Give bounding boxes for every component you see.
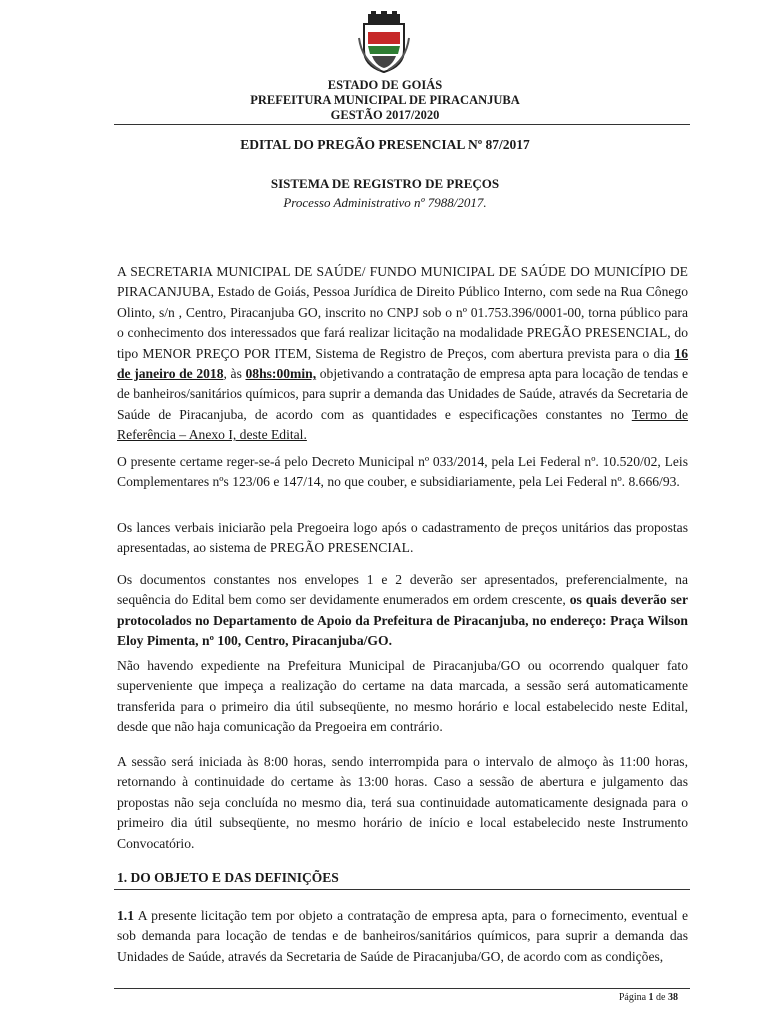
reference-term-link[interactable]: Termo de Referência – Anexo I, deste Edital. <box>117 406 688 443</box>
documents-address: os quais deverão ser protocolados no Departamento de Apoio da Prefeitura de Piracanjuba, no endereço: Praça Wilson Eloy Pimenta, nº 100, Centro, Piracanjuba/GO. <box>117 592 688 649</box>
intro-object-text: objetivando a contratação de empresa apta para locação de tendas e de banheiros/sanitários químicos, para suprir a demanda das Unidades de Saúde, através da Secretaria de Saúde de Piracanjuba, de acordo com as quantidades e especificações constantes no <box>117 366 688 422</box>
intro-paragraph <box>117 262 688 446</box>
page-label: Página <box>618 992 647 1003</box>
legal-basis-paragraph: O presente certame reger-se-á pelo Decreto Municipal nº 033/2014, pela Lei Federal nº. 10.520/02, Leis Complementares nºs 123/06 e 147/14, no que couber, e subsidiariamente, pela Lei Federal nº. 8.666/93. <box>117 454 688 490</box>
intro-text: A SECRETARIA MUNICIPAL DE SAÚDE/ FUNDO MUNICIPAL DE SAÚDE DO MUNICÍPIO DE PIRACANJUBA, Estado de Goiás, Pessoa Jurídica de Direito Público Interno, com sede na Rua Cônego Olinto, s/n , Centro, Piracanjuba GO, inscrito no CNPJ sob o nº 01.753.396/0001-00, torna público para o conhecimento dos interessados que fará realizar licitação na modalidade PREGÃO PRESENCIAL, do tipo MENOR PREÇO POR ITEM, Sistema de Registro de Preços, com abertura prevista para o dia <box>117 264 688 361</box>
session-paragraph: A sessão será iniciada às 8:00 horas, sendo interrompida para o intervalo de almoço às 11:00 horas, retornando à continuidade do certame às 13:00 horas. Caso a sessão de abertura e julgamento das propostas não seja concluída no mesmo dia, terá sua continuidade automaticamente designada para o primeiro dia útil subseqüente, no mesmo horário de início e local estabelecido neste Instrumento Convocatório. <box>117 754 688 851</box>
intro-connector: , às <box>223 366 242 382</box>
opening-time: 08hs:00min, <box>245 366 317 382</box>
header-divider <box>114 124 690 125</box>
registration-system: SISTEMA DE REGISTRO DE PREÇOS <box>270 176 500 191</box>
documents-paragraph <box>117 570 688 652</box>
verbal-bids-paragraph: Os lances verbais iniciarão pela Pregoeira logo após o cadastramento de preços unitários das propostas apresentadas, ao sistema de PREGÃO PRESENCIAL. <box>117 520 688 556</box>
clause-number: 1.1 <box>117 908 134 923</box>
header-state: ESTADO DE GOIÁS <box>327 78 443 92</box>
edital-title: EDITAL DO PREGÃO PRESENCIAL Nº 87/2017 <box>240 137 530 152</box>
header-city-hall: PREFEITURA MUNICIPAL DE PIRACANJUBA <box>250 93 520 107</box>
page-number <box>619 992 678 1003</box>
section-1-heading: 1. DO OBJETO E DAS DEFINIÇÕES <box>117 870 339 885</box>
opening-date: 16 de janeiro de 2018 <box>117 345 688 382</box>
section-divider <box>114 889 690 890</box>
clause-text: A presente licitação tem por objeto a contratação de empresa apta, para o fornecimento, eventual e sob demanda para locação de tendas e de banheiros/sanitários químicos, para suprir a demanda das Unidades de Saúde, através da Secretaria de Saúde de Piracanjuba/GO, de acordo com as condições, <box>117 908 688 964</box>
header-term: GESTÃO 2017/2020 <box>330 108 440 122</box>
municipal-crest-icon <box>358 10 410 74</box>
page-of: de <box>656 992 666 1003</box>
footer-divider <box>114 988 690 989</box>
current-page: 1 <box>648 992 654 1003</box>
object-paragraph <box>117 906 688 967</box>
total-pages: 38 <box>668 992 678 1003</box>
documents-text: Os documentos constantes nos envelopes 1 e 2 deverão ser apresentados, preferencialmente, na sequência do Edital bem como ser devidamente enumerados em ordem crescente, <box>117 572 688 608</box>
no-business-paragraph: Não havendo expediente na Prefeitura Municipal de Piracanjuba/GO ou ocorrendo qualquer fato superveniente que impeça a realização do certame na data marcada, a sessão será automaticamente transferida para o primeiro dia útil subseqüente, no mesmo horário e local estabelecido neste Edital, desde que não haja comunicação da Pregoeira em contrário. <box>117 658 688 735</box>
process-number: Processo Administrativo nº 7988/2017. <box>283 195 487 210</box>
